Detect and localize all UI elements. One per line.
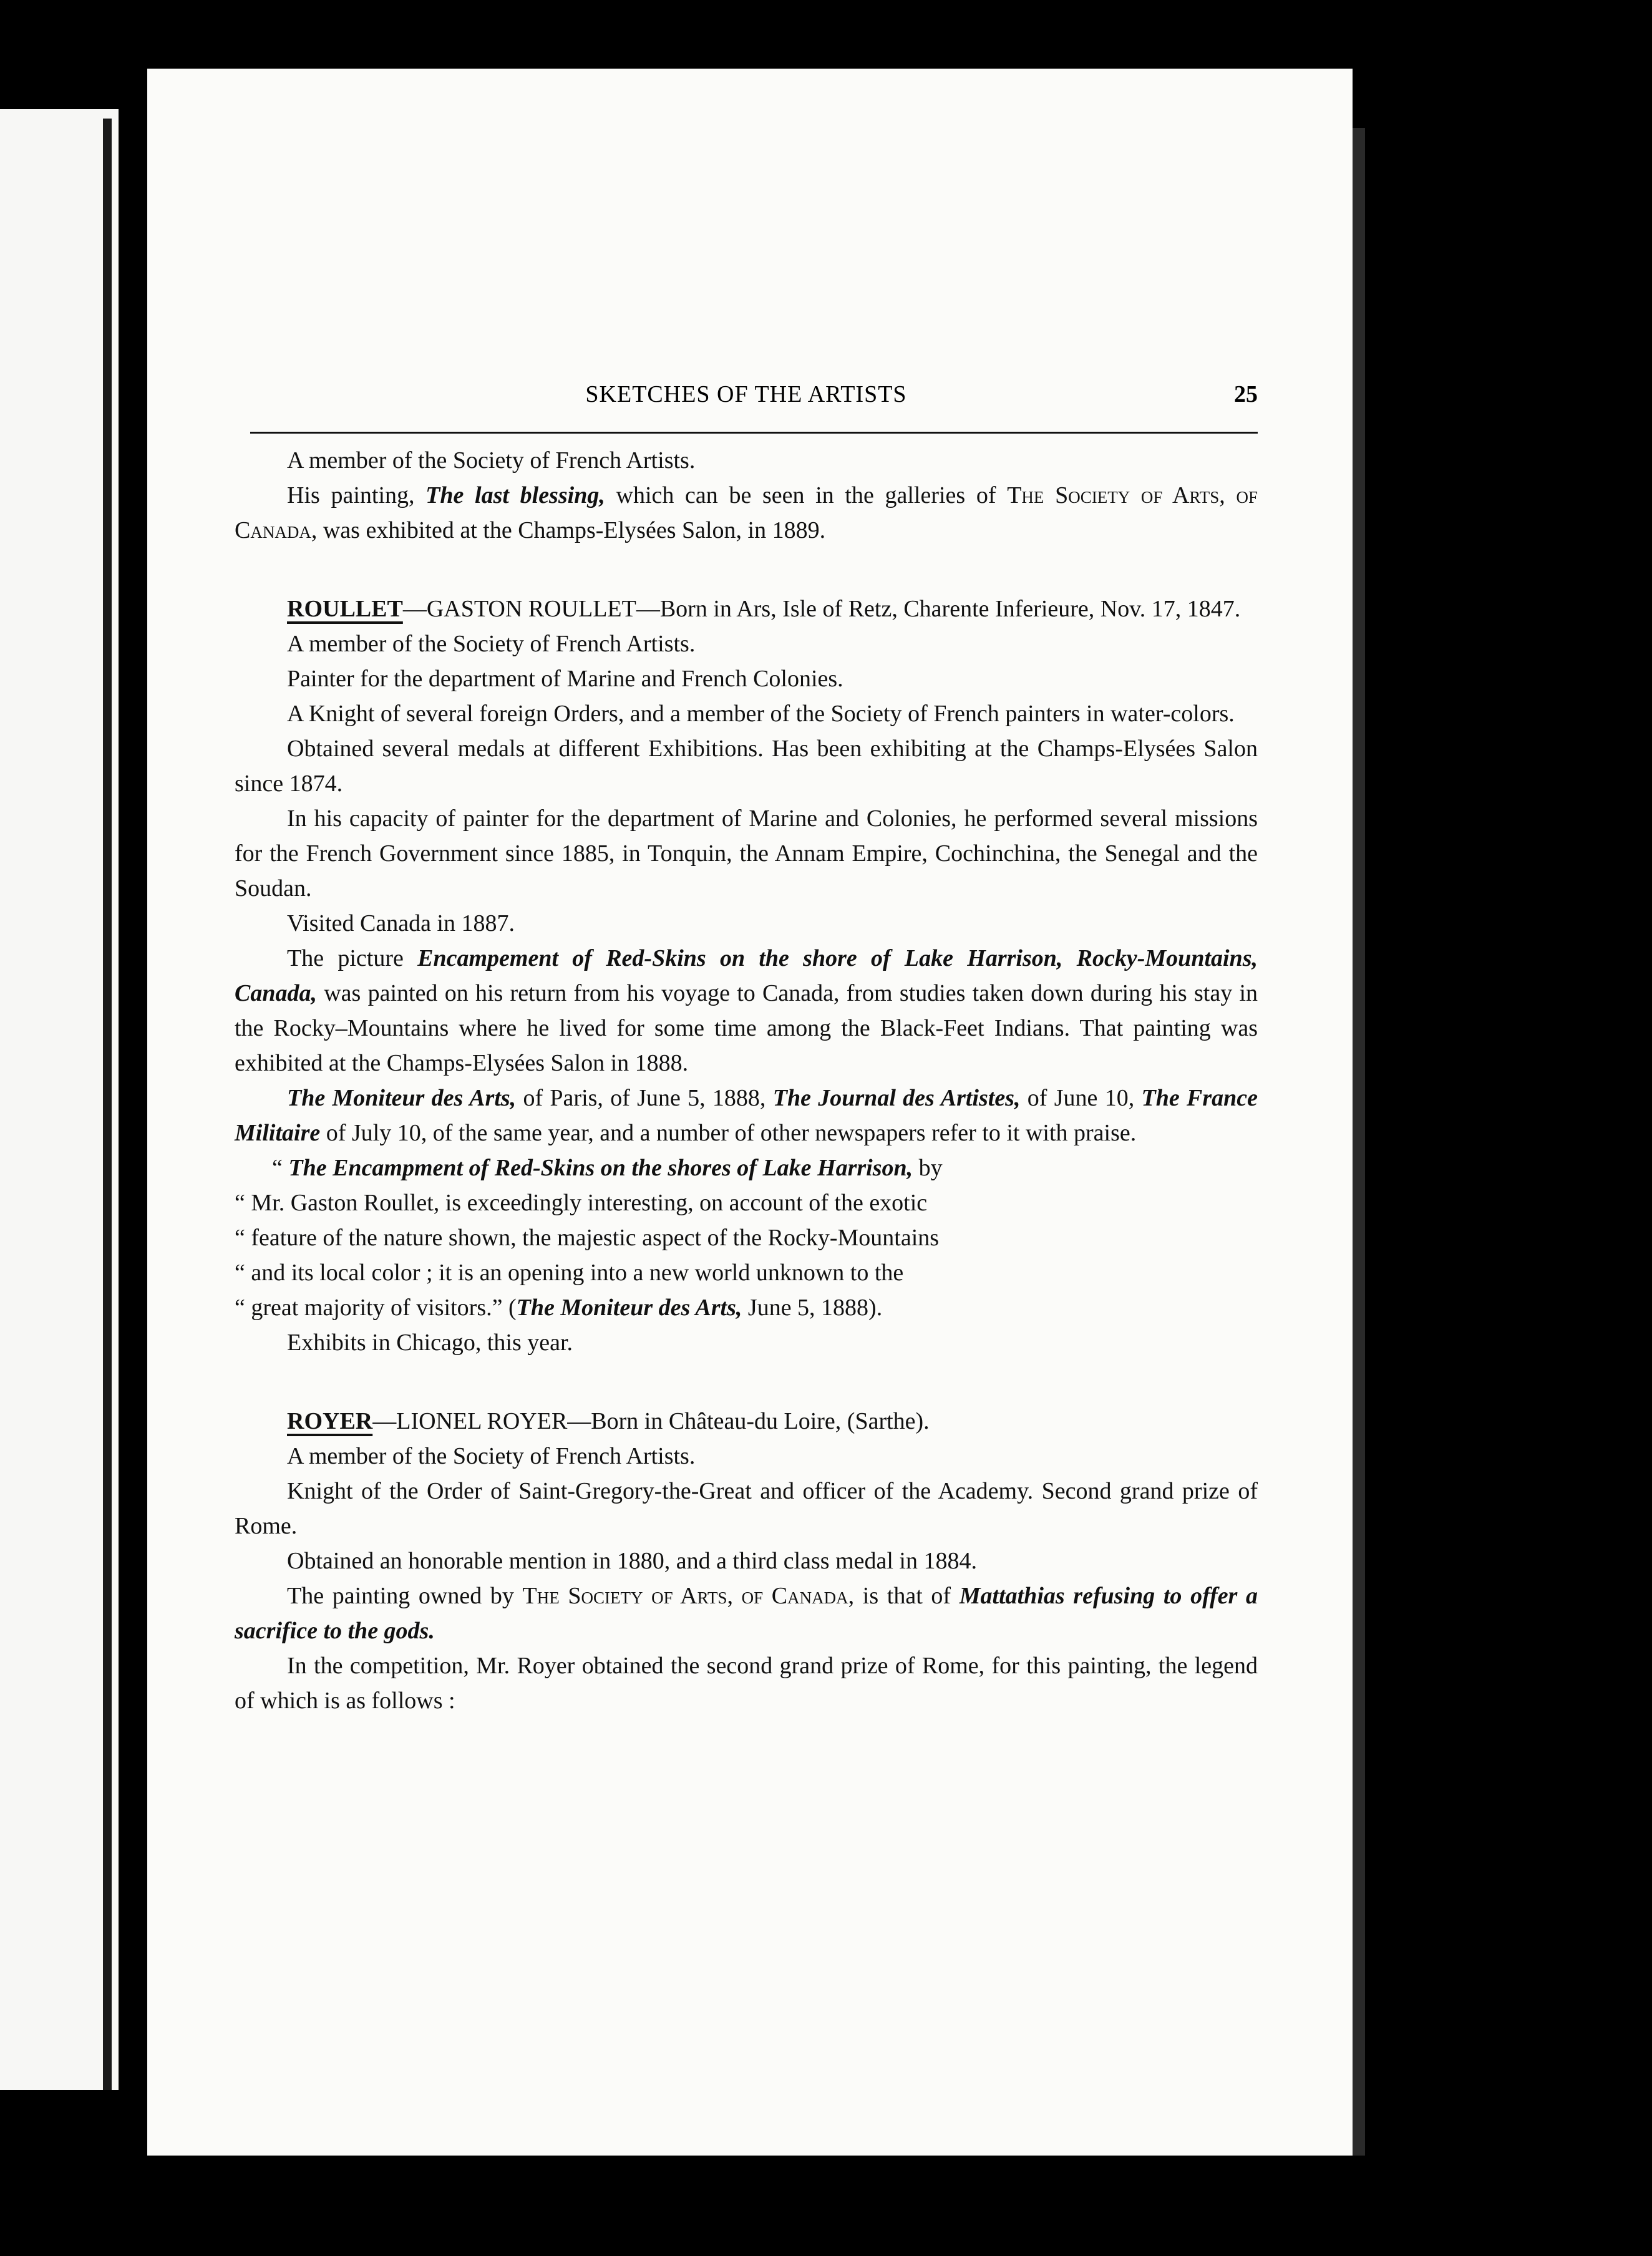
society-name: The Society of Arts, of Canada, xyxy=(522,1583,855,1609)
entry-heading xyxy=(235,1404,1258,1439)
publication-title: The Journal des Artistes, xyxy=(772,1085,1021,1111)
page-body xyxy=(235,443,1258,1718)
text-run: was painted on his return from his voyage to Canada, from studies taken down during his stay in the Rocky–Mountains where he lived for some time among the Black-Feet Indians. That painting was exhibited at the Champs-Elysées Salon in 1888. xyxy=(235,980,1258,1076)
text-run: His painting, xyxy=(287,482,426,508)
paragraph: In the competition, Mr. Royer obtained the second grand prize of Rome, for this painting, the legend of which is as follows : xyxy=(235,1653,1258,1714)
entry-heading xyxy=(235,591,1258,626)
quote-line: “ Mr. Gaston Roullet, is exceedingly interesting, on account of the exotic xyxy=(235,1190,928,1216)
entry-royer xyxy=(235,1404,1258,1718)
book-gutter xyxy=(103,119,112,2090)
text-run: of Paris, of June 5, 1888, xyxy=(516,1085,773,1111)
book-page xyxy=(147,69,1353,2156)
paragraph: Obtained several medals at different Exhibitions. Has been exhibiting at the Champs-Elysées Salon since 1874. xyxy=(235,736,1258,797)
quote-line xyxy=(235,1150,1258,1185)
text-run: which can be seen in the galleries of xyxy=(605,482,1008,508)
artwork-title: The last blessing, xyxy=(425,482,605,508)
running-head xyxy=(235,381,1258,418)
artwork-title: Mattathias refusing to offer a sacrifice to the gods. xyxy=(235,1583,1258,1644)
text-run: “ great majority of visitors.” ( xyxy=(235,1295,517,1321)
text-run: of July 10, of the same year, and a number of other newspapers refer to it with praise. xyxy=(320,1120,1137,1146)
quote-line xyxy=(235,1290,1258,1325)
quote-line: “ feature of the nature shown, the majestic aspect of the Rocky-Mountains xyxy=(235,1225,940,1251)
header-rule xyxy=(250,432,1258,434)
entry-roullet xyxy=(235,591,1258,1360)
paragraph xyxy=(235,941,1258,1081)
text-run: by xyxy=(913,1155,943,1181)
running-title: SKETCHES OF THE ARTISTS xyxy=(585,381,907,407)
paragraph: Exhibits in Chicago, this year. xyxy=(287,1330,573,1356)
facing-page-edge xyxy=(0,109,119,2090)
paragraph: Visited Canada in 1887. xyxy=(287,910,515,936)
artist-surname: ROYER xyxy=(287,1408,373,1434)
text-run: of June 10, xyxy=(1020,1085,1142,1111)
paragraph: Obtained an honorable mention in 1880, and a third class medal in 1884. xyxy=(287,1548,977,1574)
paragraph: A member of the Society of French Artists. xyxy=(287,1443,696,1469)
artist-surname: ROULLET xyxy=(287,596,403,622)
paragraph: A Knight of several foreign Orders, and a member of the Society of French painters in water-colors. xyxy=(287,701,1235,727)
text-run: June 5, 1888). xyxy=(742,1295,883,1321)
publication-title: The Moniteur des Arts, xyxy=(516,1295,742,1321)
intro-paragraph-1: A member of the Society of French Artists. xyxy=(287,447,696,474)
text-run: “ xyxy=(272,1155,289,1181)
paragraph xyxy=(235,1081,1258,1150)
quote-line: “ and its local color ; it is an opening into a new world unknown to the xyxy=(235,1260,904,1286)
paragraph: Painter for the department of Marine and French Colonies. xyxy=(287,666,843,692)
paragraph: Knight of the Order of Saint-Gregory-the-Great and officer of the Academy. Second grand prize of Rome. xyxy=(235,1478,1258,1539)
intro-paragraph-2 xyxy=(235,478,1258,548)
publication-title: The Moniteur des Arts, xyxy=(287,1085,517,1111)
page-number: 25 xyxy=(1234,381,1258,407)
text-run: The painting owned by xyxy=(287,1583,523,1609)
text-run: The picture xyxy=(287,945,418,971)
text-run: is that of xyxy=(854,1583,960,1609)
paragraph: A member of the Society of French Artists. xyxy=(287,631,696,657)
society-name: The Society of Arts, of Canada, xyxy=(235,482,1258,543)
entry-lead: —GASTON ROULLET—Born in Ars, Isle of Retz, Charente Inferieure, Nov. 17, 1847. xyxy=(402,596,1241,622)
text-run: was exhibited at the Champs-Elysées Salon, in 1889. xyxy=(317,517,826,543)
publication-title: The France Militaire xyxy=(235,1085,1258,1146)
paragraph xyxy=(235,1578,1258,1648)
entry-lead: —LIONEL ROYER—Born in Château-du Loire, (Sarthe). xyxy=(372,1408,930,1434)
artwork-title: Encampement of Red-Skins on the shore of Lake Harrison, Rocky-Mountains, Canada, xyxy=(235,945,1258,1006)
artwork-title: The Encampment of Red-Skins on the shores of Lake Harrison, xyxy=(288,1155,913,1181)
paragraph: In his capacity of painter for the department of Marine and Colonies, he performed several missions for the French Government since 1885, in Tonquin, the Annam Empire, Cochinchina, the Senegal and the Soudan. xyxy=(235,805,1258,902)
